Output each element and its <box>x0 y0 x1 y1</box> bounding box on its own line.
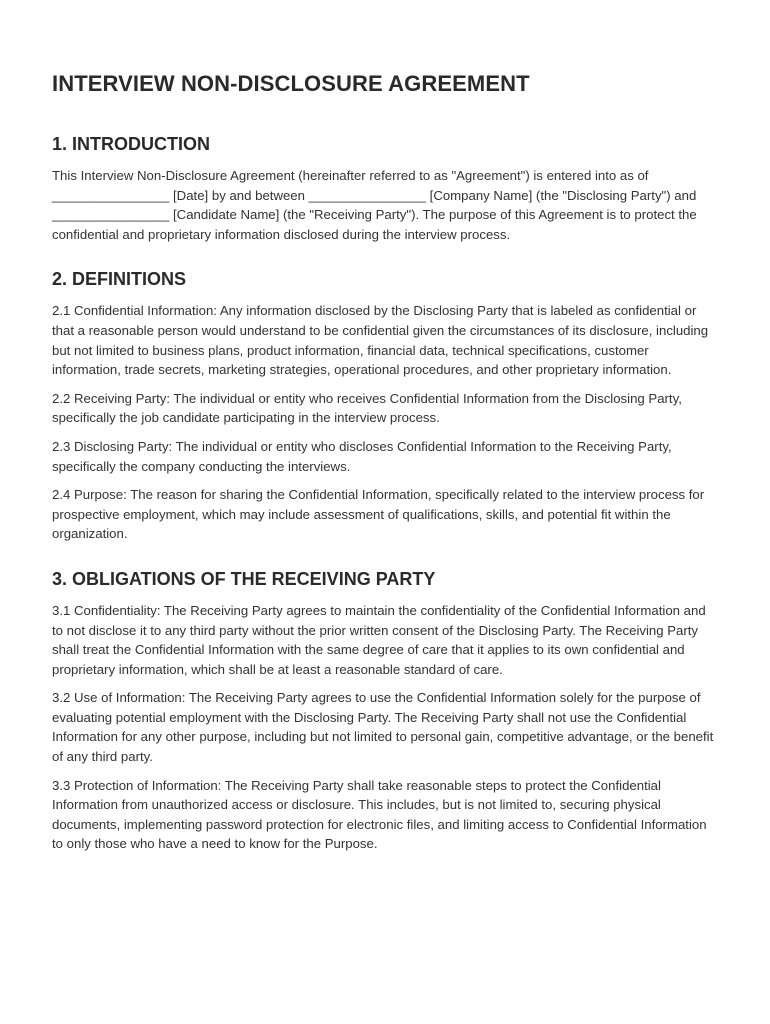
section-introduction <box>52 133 718 244</box>
paragraph: 3.3 Protection of Information: The Receiving Party shall take reasonable steps to protect the Confidential Information from unauthorized access or disclosure. This includes, but is not limited to, securing physical documents, implementing password protection for electronic files, and limiting access to Confidential Information to only those who have a need to know for the Purpose. <box>52 777 707 852</box>
paragraph: 2.2 Receiving Party: The individual or entity who receives Confidential Information from the Disclosing Party, specifically the job candidate participating in the interview process. <box>52 390 682 426</box>
section-definitions <box>52 268 718 544</box>
paragraph: This Interview Non-Disclosure Agreement (hereinafter referred to as "Agreement") is entered into as of ________________ [Date] by and between ________________ [Company Name] (the "Disclosing Party") and ________________ [Candidate Name] (the "Receiving Party"). The purpose of this Agreement is to protect the confidential and proprietary information disclosed during the interview process. <box>52 168 697 242</box>
paragraph: 3.2 Use of Information: The Receiving Party agrees to use the Confidential Information solely for the purpose of evaluating potential employment with the Disclosing Party. The Receiving Party shall not use the Confidential Information for any other purpose, including but not limited to personal gain, competitive advantage, or the benefit of any third party. <box>52 690 714 765</box>
paragraph: 2.4 Purpose: The reason for sharing the Confidential Information, specifically related to the interview process for prospective employment, which may include assessment of qualifications, skills, and potential fit within the organization. <box>52 487 705 542</box>
section-obligations <box>52 568 718 854</box>
section-heading: 3. OBLIGATIONS OF THE RECEIVING PARTY <box>52 568 436 589</box>
document-title: INTERVIEW NON-DISCLOSURE AGREEMENT <box>52 71 530 96</box>
paragraph: 2.3 Disclosing Party: The individual or entity who discloses Confidential Information to the Receiving Party, specifically the company conducting the interviews. <box>52 438 672 474</box>
section-heading: 2. DEFINITIONS <box>52 269 187 290</box>
paragraph: 3.1 Confidentiality: The Receiving Party agrees to maintain the confidentiality of the Confidential Information and to not disclose it to any third party without the prior written consent of the Disclosing Party. The Receiving Party shall treat the Confidential Information with the same degree of care that it applies to its own confidential and proprietary information, which shall be at least a reasonable standard of care. <box>52 602 706 677</box>
section-heading: 1. INTRODUCTION <box>52 134 211 154</box>
paragraph: 2.1 Confidential Information: Any information disclosed by the Disclosing Party that is labeled as confidential or that a reasonable person would understand to be confidential given the circumstances of its disclosure, including but not limited to business plans, product information, financial data, technical specifications, customer information, trade secrets, marketing strategies, operational procedures, and other proprietary information. <box>52 303 709 378</box>
